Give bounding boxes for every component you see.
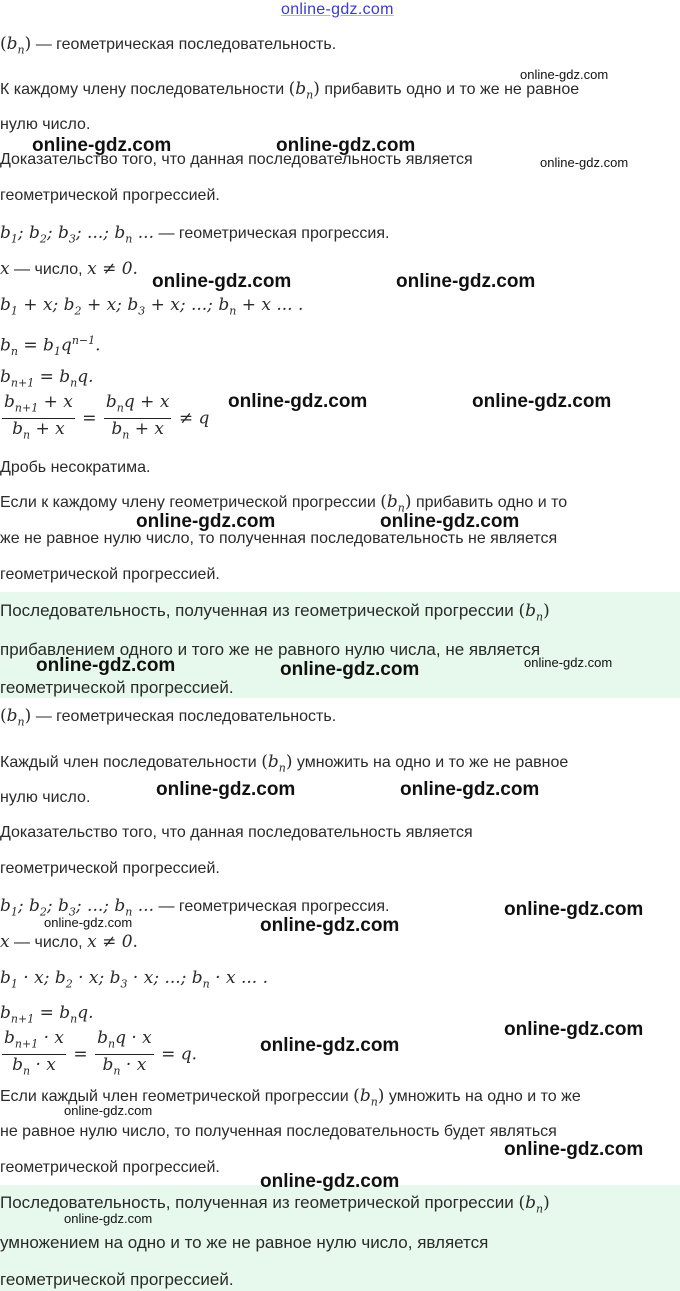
watermark: online-gdz.com [260, 1171, 400, 1192]
p2-line-6: $b_1$; $b_2$; $b_3$; ...; $b_n$ ... — геометрическая прогрессия. [0, 896, 390, 919]
answer2-line-2: умножением на одно и то же не равное нулю число, является [0, 1233, 489, 1252]
watermark: online-gdz.com [64, 1103, 153, 1118]
p2-line-4: Доказательство того, что данная последовательность является [0, 824, 473, 841]
watermark: online-gdz.com [540, 155, 629, 170]
watermark: online-gdz.com [520, 67, 609, 82]
watermark: online-gdz.com [504, 899, 644, 920]
watermark: online-gdz.com [44, 915, 133, 930]
p1-formula-bn1: $b_{n+1} = b_nq$. [0, 367, 94, 390]
watermark: online-gdz.com [64, 1211, 153, 1226]
watermark: online-gdz.com [396, 271, 536, 292]
p1-line-2: К каждому члену последовательности $(b_n)$ прибавить одно и то же не равное [0, 79, 580, 102]
p2-line-1: $(b_n)$ — геометрическая последовательность. [0, 706, 337, 729]
watermark: online-gdz.com [36, 655, 176, 676]
p1-formula-sum: $b_1 + x$; $b_2 + x$; $b_3 + x$; ...; $b_n + x$ ... . [0, 295, 304, 318]
p2-formula-bn1: $b_{n+1} = b_nq$. [0, 1003, 94, 1026]
p1-line-6: $b_1$; $b_2$; $b_3$; ...; $b_n$ ... — геометрическая прогрессия. [0, 223, 390, 246]
p1-line-4: Доказательство того, что данная последовательность является [0, 151, 473, 168]
watermark: online-gdz.com [472, 391, 612, 412]
p2-formula-frac: $\frac{b_{n+1} \cdot x}{b_n \cdot x}$ = $\frac{b_nq \cdot x}{b_n \cdot x}$ = q. [4, 1028, 198, 1078]
answer1-line-3: геометрической прогрессией. [0, 678, 234, 697]
watermark: online-gdz.com [228, 391, 368, 412]
p1-formula-frac: $\frac{b_{n+1} + x}{b_n + x}$ = $\frac{b_nq + x}{b_n + x}$ ≠ q [4, 392, 210, 442]
p2-line-5: геометрической прогрессией. [0, 860, 220, 877]
p1-line-1: $(b_n)$ — геометрическая последовательность. [0, 34, 337, 57]
watermark: online-gdz.com [400, 779, 540, 800]
watermark: online-gdz.com [152, 271, 292, 292]
p1-line-5: геометрической прогрессией. [0, 187, 220, 204]
watermark: online-gdz.com [504, 1139, 644, 1160]
p1-line-14: же не равное нулю число, то полученная последовательность не является [0, 530, 558, 547]
p2-line-14: геометрической прогрессией. [0, 1159, 220, 1176]
watermark: online-gdz.com [260, 915, 400, 936]
watermark-top: online-gdz.com [281, 1, 394, 18]
p1-line-12: Дробь несократима. [0, 459, 151, 476]
p2-line-7: x — число, x ≠ 0. [0, 932, 138, 952]
p2-line-13: не равное нулю число, то полученная последовательность будет являться [0, 1123, 557, 1140]
answer1-line-1: Последовательность, полученная из геометрической прогрессии $(b_n)$ [0, 601, 550, 624]
watermark: online-gdz.com [380, 511, 520, 532]
watermark: online-gdz.com [504, 1019, 644, 1040]
watermark: online-gdz.com [276, 135, 416, 156]
answer1-line-2: прибавлением одного и того же не равного нулю числа, не является [0, 640, 541, 659]
watermark: online-gdz.com [32, 135, 172, 156]
watermark: online-gdz.com [136, 511, 276, 532]
p2-line-12: Если каждый член геометрической прогрессии $(b_n)$ умножить на одно и то же [0, 1086, 581, 1109]
p1-formula-bn: $b_n = b_1q^{n-1}$. [0, 334, 101, 359]
watermark: online-gdz.com [156, 779, 296, 800]
answer2-line-3: геометрической прогрессией. [0, 1270, 234, 1289]
p1-line-3: нулю число. [0, 116, 91, 133]
watermark: online-gdz.com [280, 659, 420, 680]
watermark: online-gdz.com [260, 1035, 400, 1056]
p2-line-2: Каждый член последовательности $(b_n)$ умножить на одно и то же не равное [0, 752, 569, 775]
p2-line-3: нулю число. [0, 789, 91, 806]
answer2-line-1: Последовательность, полученная из геометрической прогрессии $(b_n)$ [0, 1193, 550, 1216]
p1-line-13: Если к каждому члену геометрической прогрессии $(b_n)$ прибавить одно и то [0, 492, 568, 515]
p1-line-15: геометрической прогрессией. [0, 566, 220, 583]
p2-formula-prod: $b_1 \cdot x$; $b_2 \cdot x$; $b_3 \cdot x$; ...; $b_n \cdot x$ ... . [0, 968, 268, 991]
watermark: online-gdz.com [524, 655, 613, 670]
p1-line-7: x — число, x ≠ 0. [0, 259, 138, 279]
